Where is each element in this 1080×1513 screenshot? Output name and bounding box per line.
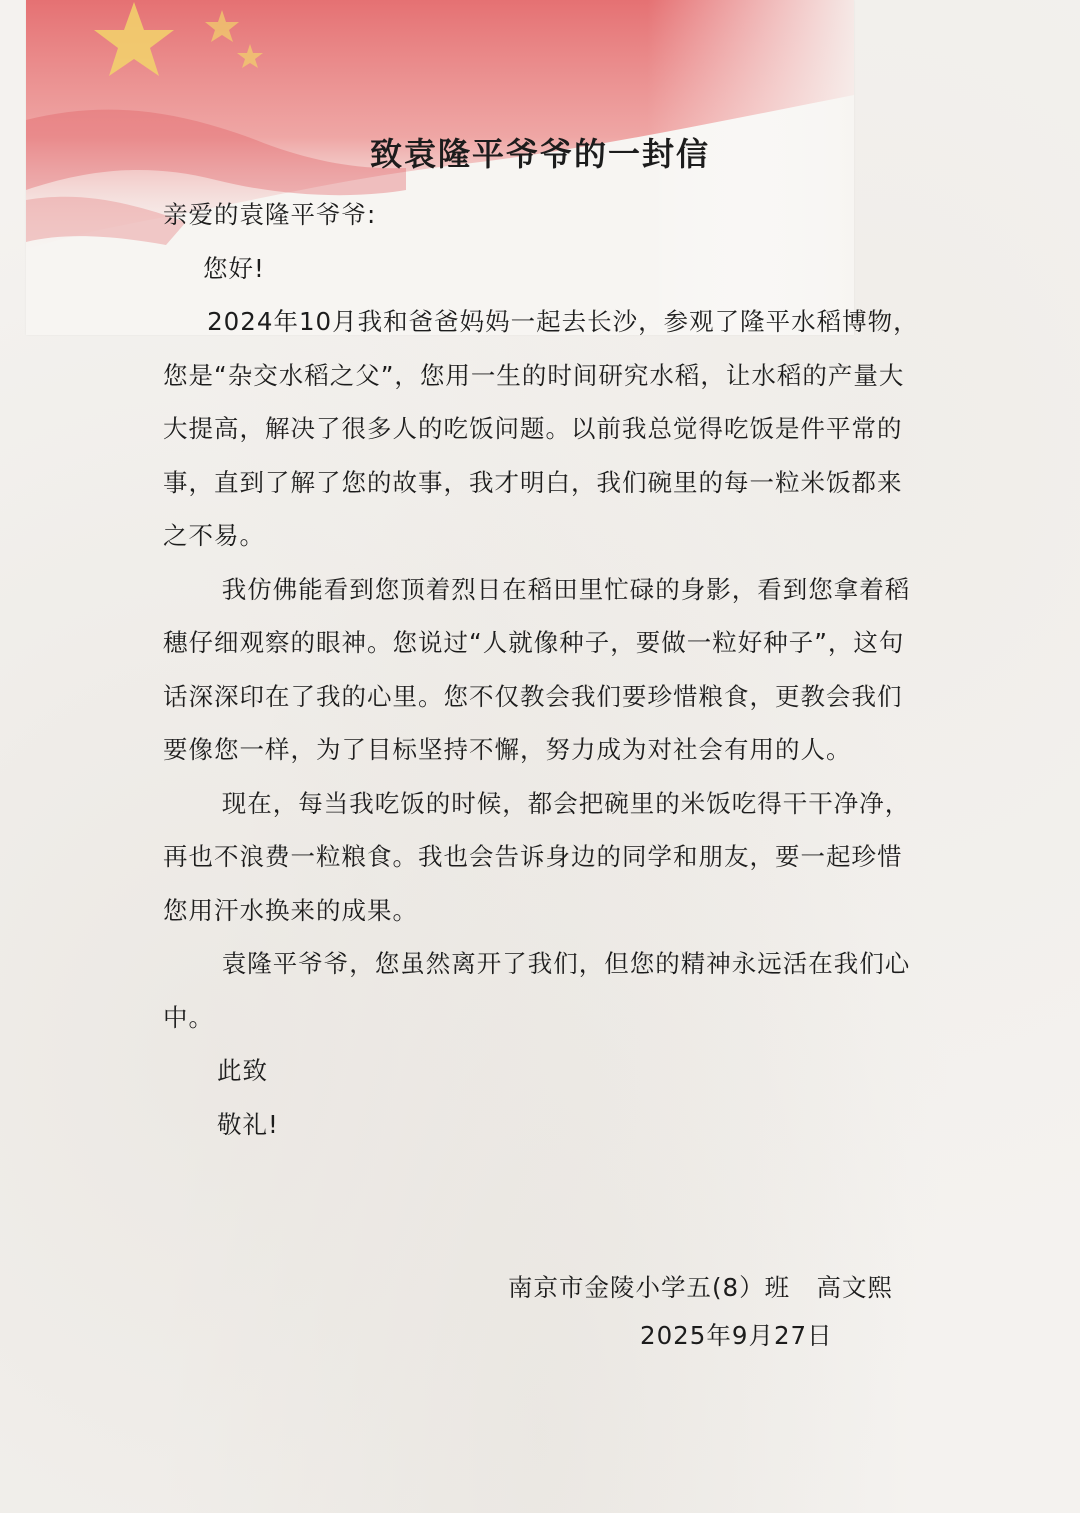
paragraph-2: 我仿佛能看到您顶着烈日在稻田里忙碌的身影，看到您拿着稻穗仔细观察的眼神。您说过“人就像种子，要做一粒好种子”，这句话深深印在了我的心里。您不仅教会我们要珍惜粮食，更教会我们要像您一样，为了目标坚持不懈，努力成为对社会有用的人。 (163, 574, 911, 764)
letter-body (163, 188, 923, 1151)
signature: 南京市金陵小学五(8）班 高文熙 (508, 1273, 894, 1302)
letter-title: 致袁隆平爷爷的一封信 (369, 135, 710, 173)
greeting: 您好! (203, 253, 265, 283)
closing-salute: 敬礼! (217, 1109, 279, 1139)
paragraph-4: 袁隆平爷爷，您虽然离开了我们，但您的精神永远活在我们心中。 (163, 949, 911, 1032)
paragraph-1: 2024年10月我和爸爸妈妈一起去长沙，参观了隆平水稻博物，您是“杂交水稻之父”，您用一生的时间研究水稻，让水稻的产量大大提高，解决了很多人的吃饭问题。以前我总觉得吃饭是件平常的事，直到了解了您的故事，我才明白，我们碗里的每一粒米饭都来之不易。 (163, 307, 919, 550)
closing-regards: 此致 (217, 1056, 268, 1085)
letter-date: 2025年9月27日 (640, 1321, 833, 1350)
paragraph-3: 现在，每当我吃饭的时候，都会把碗里的米饭吃得干干净净，再也不浪费一粒粮食。我也会告诉身边的同学和朋友，要一起珍惜您用汗水换来的成果。 (163, 788, 911, 925)
salutation: 亲爱的袁隆平爷爷: (163, 200, 377, 229)
